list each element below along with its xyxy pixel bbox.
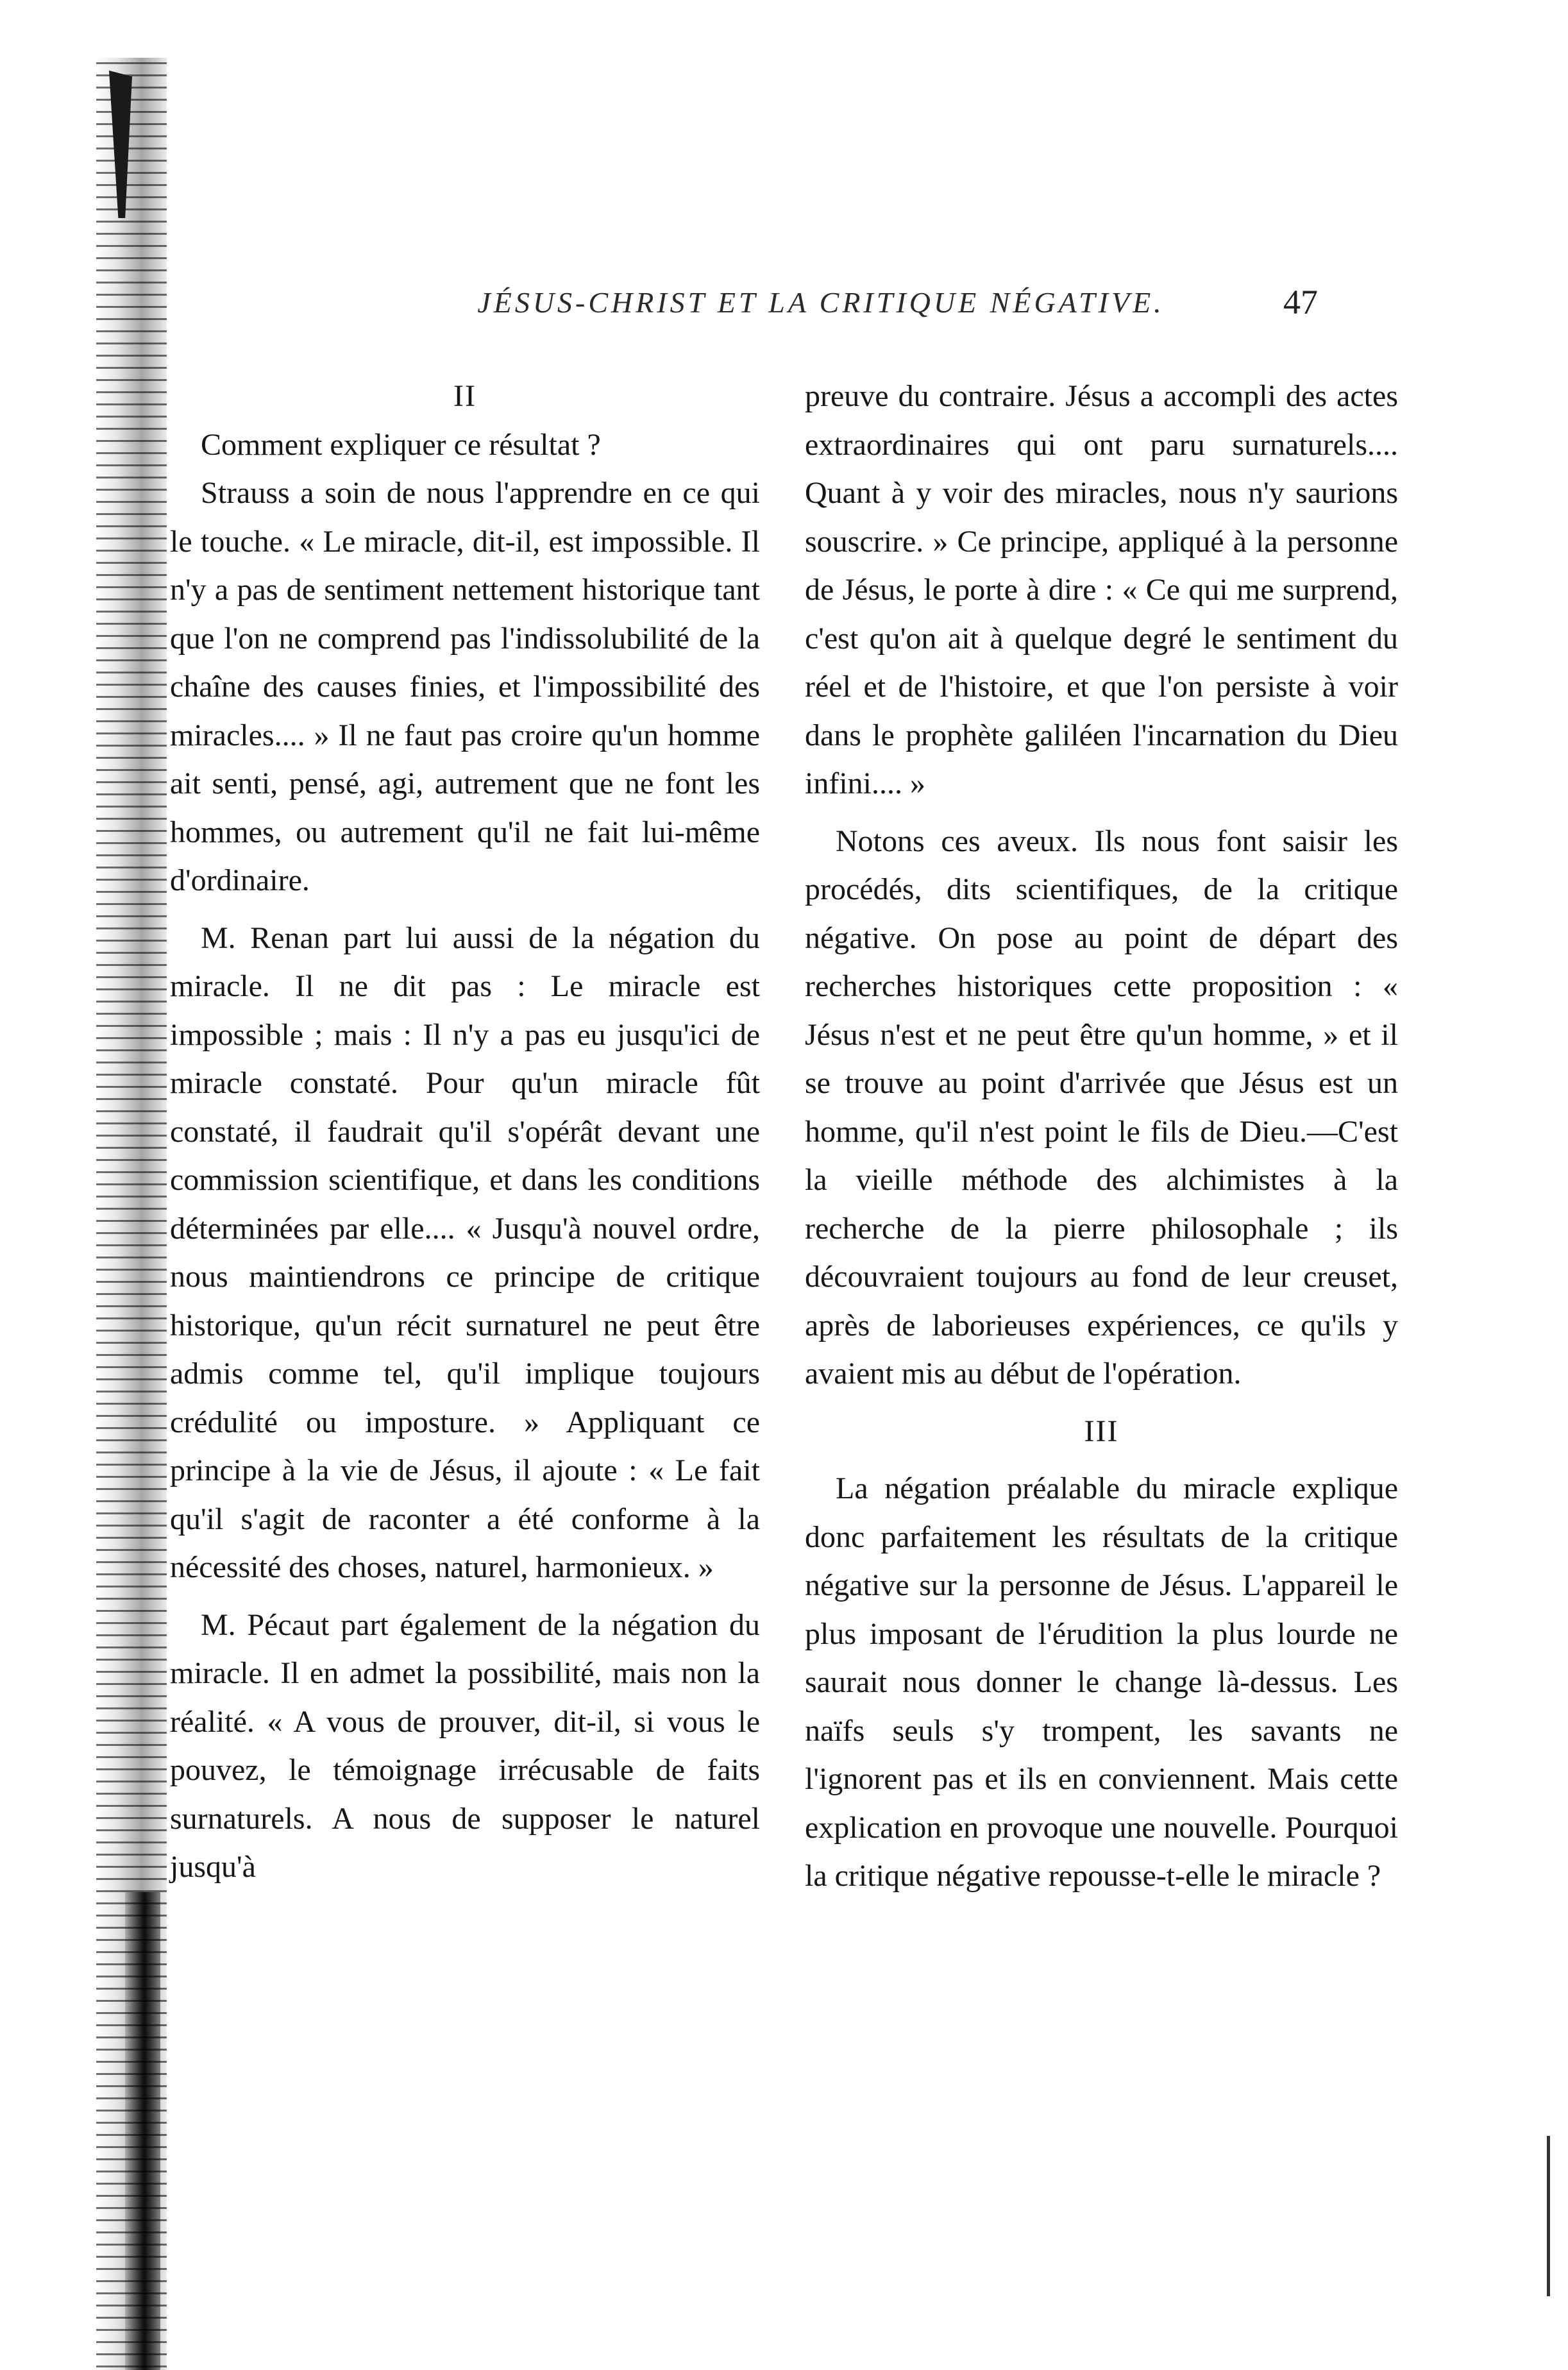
binding-shadow [125,1892,160,2370]
left-column [170,372,760,1892]
page-edge-mark [1547,2136,1550,2296]
paragraph: Comment expliquer ce résultat ? [201,427,601,462]
paragraph: Strauss a soin de nous l'apprendre en ce qui le touche. « Le miracle, dit-il, est impossible. Il n'y a pas de sentiment nettement historique tant que l'on ne comprend pas l'indissolubilité de la chaîne des causes finies, et l'impossibilité des miracles.... » Il ne faut pas croire qu'un homme ait senti, pensé, agi, autrement que ne font les hommes, ou autrement qu'il ne fait lui-même d'ordinaire. [170,476,760,897]
paragraph: M. Renan part lui aussi de la négation du miracle. Il ne dit pas : Le miracle est impossible ; mais : Il n'y a pas eu jusqu'ici de miracle constaté. Pour qu'un miracle fût constaté, il faudrait qu'il s'opérât devant une commission scientifique, et dans les conditions déterminées par elle.... « Jusqu'à nouvel ordre, nous maintiendrons ce principe de critique historique, qu'un récit surnaturel ne peut être admis comme tel, qu'il implique toujours crédulité ou imposture. » Appliquant ce principe à la vie de Jésus, il ajoute : « Le fait qu'il s'agit de raconter a été conforme à la nécessité des choses, naturel, harmonieux. » [170,920,760,1584]
right-column [805,372,1398,1900]
page-number: 47 [1283,283,1318,321]
paragraph: La négation préalable du miracle explique donc parfaitement les résultats de la critique négative sur la personne de Jésus. L'appareil le plus imposant de l'érudition la plus lourde ne saurait nous donner le change là-dessus. Les naïfs seuls s'y trompent, les savants ne l'ignorent pas et ils en conviennent. Mais cette explication en provoque une nouvelle. Pourquoi la critique négative repousse-t-elle le miracle ? [805,1471,1398,1893]
paragraph: M. Pécaut part également de la négation du miracle. Il en admet la possibilité, mais non la réalité. « A vous de prouver, dit-il, si vous le pouvez, le témoignage irrécusable de faits surnaturels. A nous de supposer le naturel jusqu'à [170,1607,760,1884]
section-heading-ii: II [453,379,476,413]
running-head: JÉSUS-CHRIST ET LA CRITIQUE NÉGATIVE. [477,286,1165,319]
section-heading-iii: III [1084,1414,1119,1448]
paragraph: preuve du contraire. Jésus a accompli des actes extraordinaires qui ont paru surnaturels.... Quant à y voir des miracles, nous n'y saurions souscrire. » Ce principe, appliqué à la personne de Jésus, le porte à dire : « Ce qui me surprend, c'est qu'on ait à quelque degré le sentiment du réel et de l'histoire, et que l'on persiste à voir dans le prophète galiléen l'incarnation du Dieu infini.... » [805,379,1398,800]
paragraph: Notons ces aveux. Ils nous font saisir les procédés, dits scientifiques, de la critique négative. On pose au point de départ des recherches historiques cette proposition : « Jésus n'est et ne peut être qu'un homme, » et il se trouve au point d'arrivée que Jésus est un homme, qu'il n'est point le fils de Dieu.—C'est la vieille méthode des alchimistes à la recherche de la pierre philosophale ; ils découvraient toujours au fond de leur creuset, après de laborieuses expériences, ce qu'ils y avaient mis au début de l'opération. [805,824,1398,1391]
